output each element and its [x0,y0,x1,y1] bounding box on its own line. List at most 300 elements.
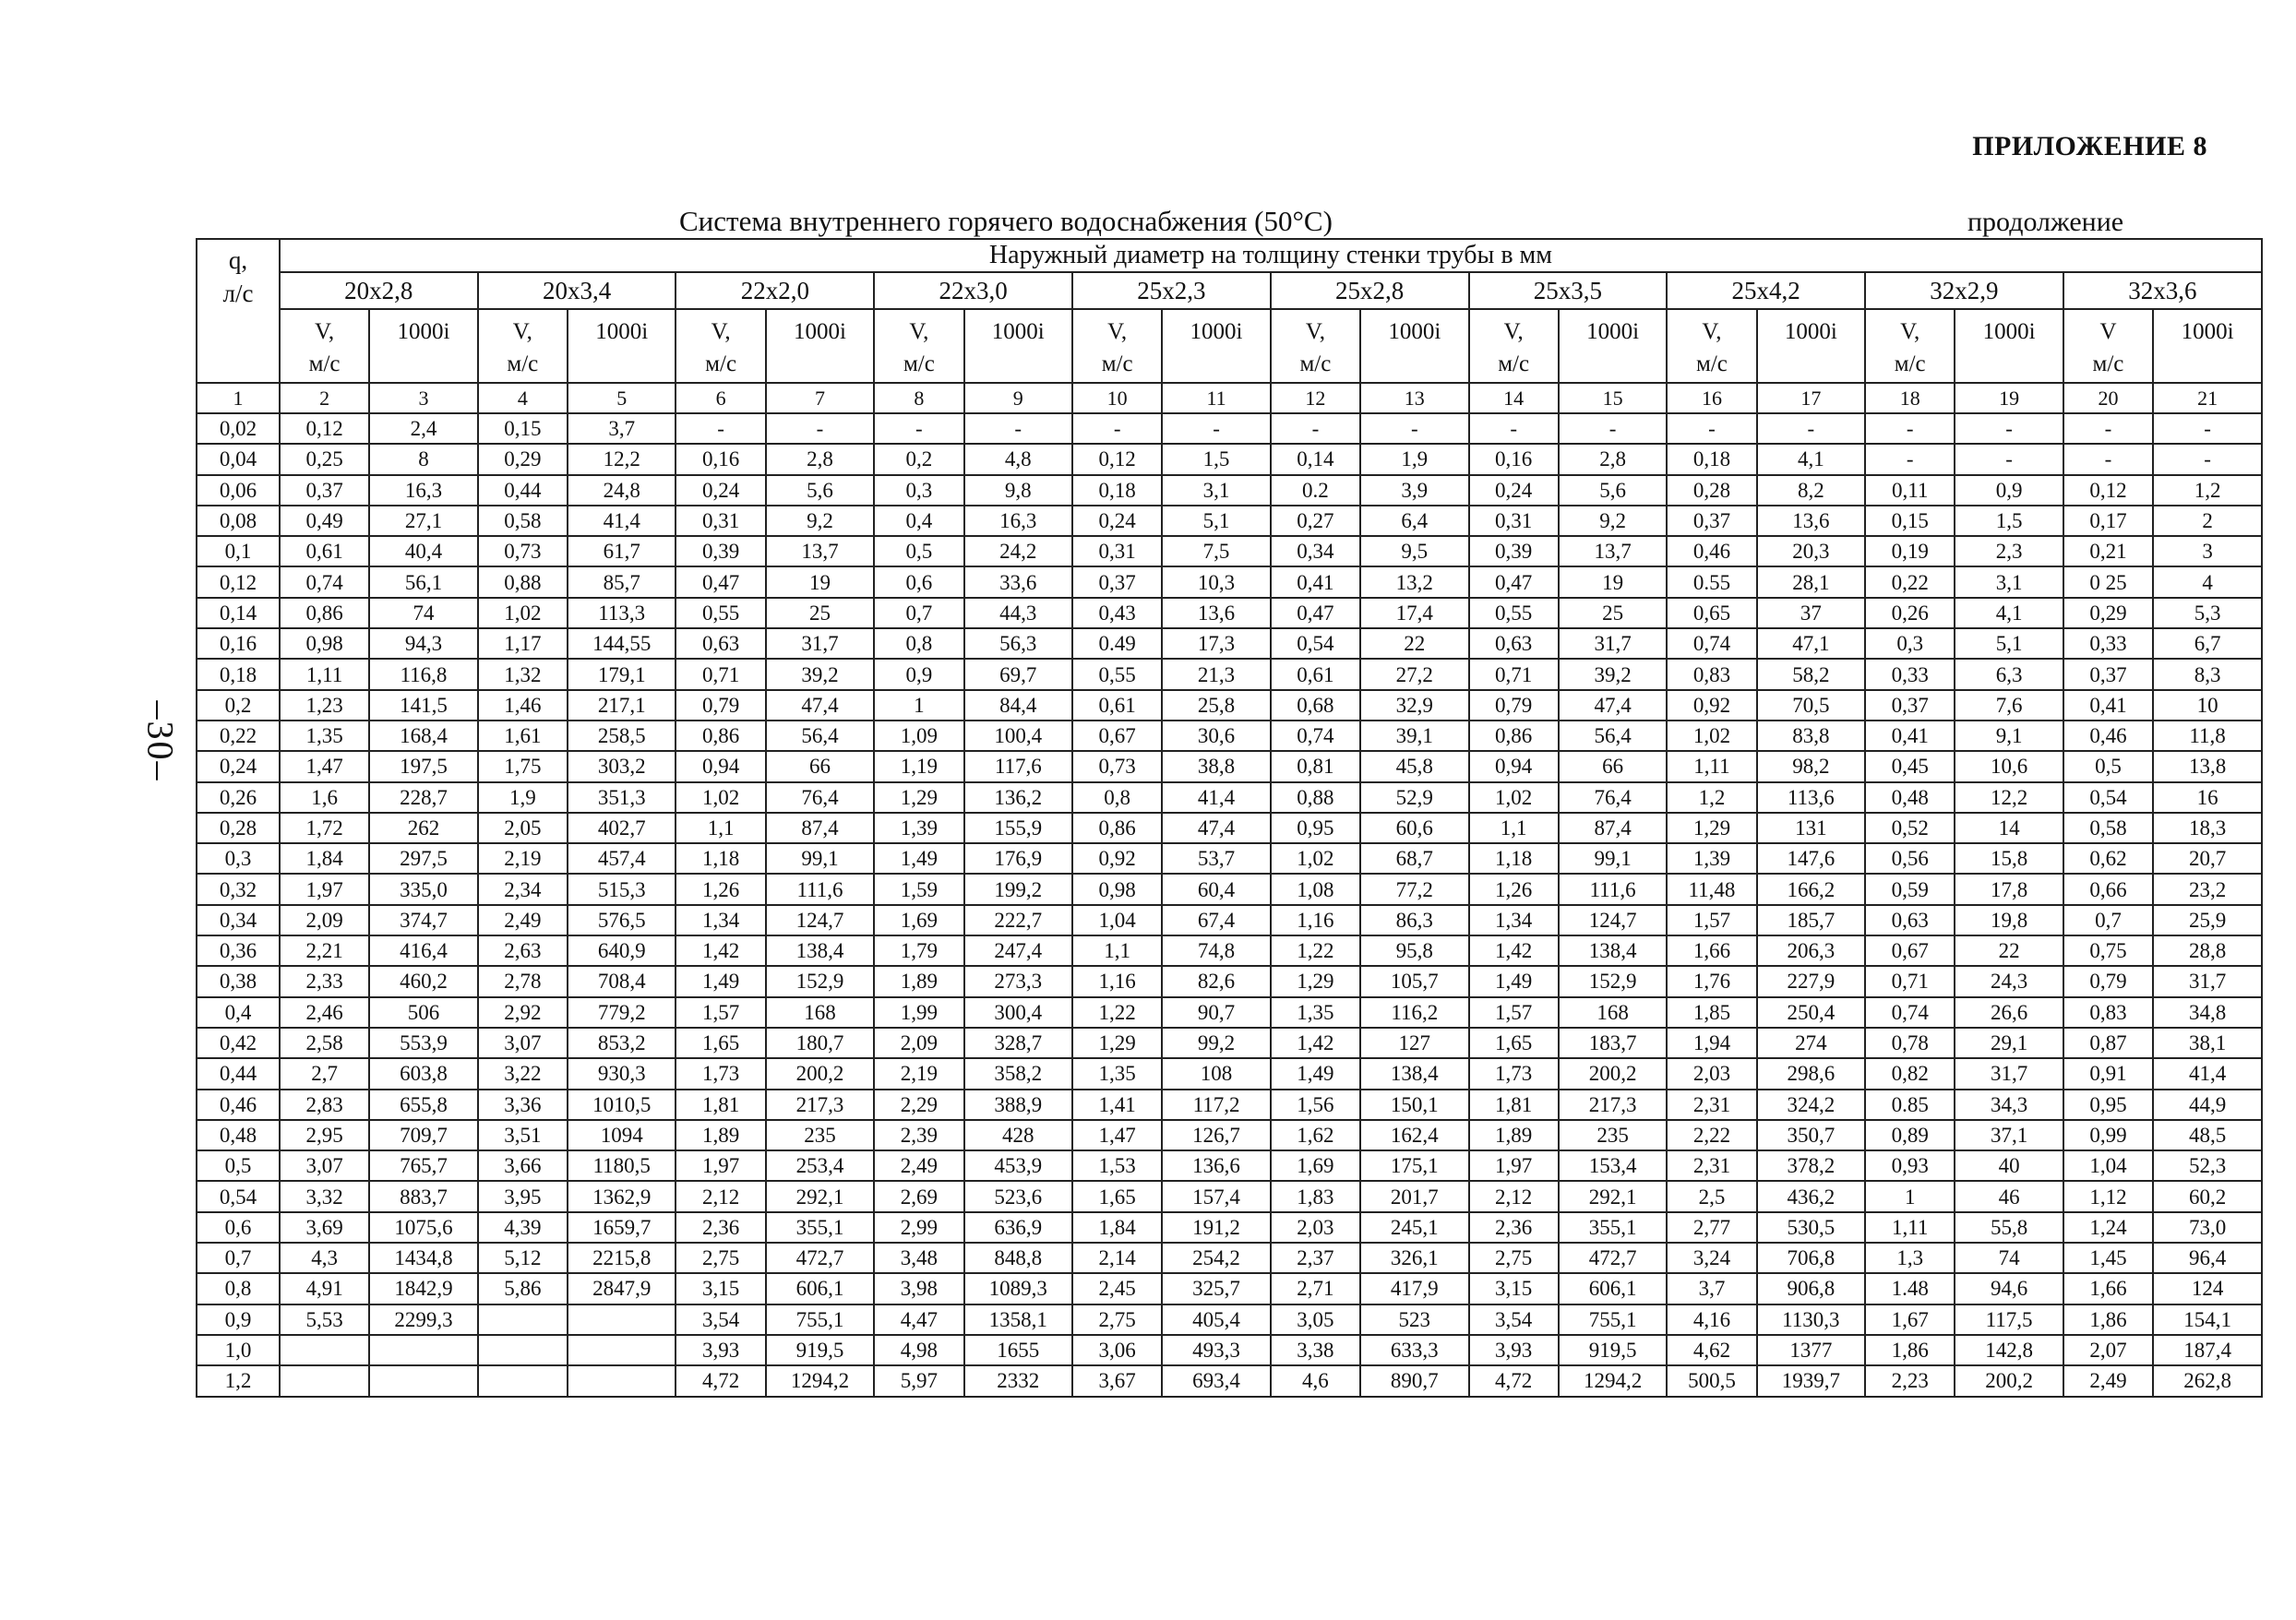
table-cell: 3,66 [478,1150,568,1181]
table-cell: 1,35 [1072,1058,1162,1089]
table-cell: - [2153,444,2262,474]
table-cell: 0,3 [874,475,963,506]
table-cell: 0,74 [280,566,369,597]
table-cell: 3,95 [478,1181,568,1211]
table-cell: 906,8 [1757,1273,1865,1304]
table-cell: 100,4 [964,721,1072,751]
table-row [197,751,2262,781]
table-cell: 919,5 [766,1335,874,1365]
table-cell: 19,8 [1955,905,2063,935]
table-cell: - [2153,413,2262,444]
table-cell: 3,05 [1271,1304,1360,1335]
table-cell: 2,03 [1271,1212,1360,1243]
table-cell: 176,9 [964,843,1072,874]
table-cell: - [1955,413,2063,444]
table-cell: 1180,5 [568,1150,676,1181]
main-header: Наружный диаметр на толщину стенки трубы в мм [280,239,2262,272]
table-cell: 2,75 [1072,1304,1162,1335]
diameter-header: 32х2,9 [1865,272,2063,309]
table-cell: 0,91 [2063,1058,2153,1089]
table-cell: 0,88 [478,566,568,597]
column-number: 1 [197,383,280,413]
table-cell: 3,06 [1072,1335,1162,1365]
table-cell: 30,6 [1162,721,1270,751]
table-cell: 117,2 [1162,1090,1270,1120]
table-cell: 0,7 [874,598,963,628]
table-cell: 1,94 [1667,1028,1756,1058]
table-cell: 2,69 [874,1181,963,1211]
table-cell: 127 [1360,1028,1468,1058]
table-cell: 95,8 [1360,935,1468,966]
table-cell: 10 [2153,690,2262,721]
table-cell: 0,95 [2063,1090,2153,1120]
flow-rate-cell: 0,14 [197,598,280,628]
table-cell: 0,67 [1865,935,1955,966]
table-cell [369,1365,477,1396]
table-cell: 0,73 [478,536,568,566]
table-cell: 4,8 [964,444,1072,474]
table-cell: 25,9 [2153,905,2262,935]
table-cell: 0,34 [1271,536,1360,566]
table-cell: 77,2 [1360,874,1468,904]
table-cell: 576,5 [568,905,676,935]
flow-rate-cell: 1,2 [197,1365,280,1396]
table-cell: 61,7 [568,536,676,566]
table-cell: 1294,2 [1559,1365,1667,1396]
table-cell: 4,1 [1757,444,1865,474]
table-cell: 15,8 [1955,843,2063,874]
table-cell: 1,18 [676,843,765,874]
table-cell: 0,94 [1469,751,1559,781]
flow-rate-cell: 0,12 [197,566,280,597]
table-cell: 3,38 [1271,1335,1360,1365]
table-cell: - [1271,413,1360,444]
table-cell: 523,6 [964,1181,1072,1211]
table-cell: 0,6 [874,566,963,597]
table-cell: 2,8 [766,444,874,474]
table-cell: 1,02 [478,598,568,628]
table-cell: 3,1 [1162,475,1270,506]
table-cell: 1,56 [1271,1090,1360,1120]
table-cell [568,1365,676,1396]
table-cell: 1,32 [478,659,568,689]
table-cell: 2,36 [1469,1212,1559,1243]
table-cell: 1,26 [1469,874,1559,904]
table-row [197,935,2262,966]
table-cell: 0,99 [2063,1120,2153,1150]
table-cell: 0,8 [1072,782,1162,813]
table-cell: 201,7 [1360,1181,1468,1211]
diameter-header: 25х3,5 [1469,272,1668,309]
table-cell: 87,4 [1559,813,1667,843]
table-cell: 150,1 [1360,1090,1468,1120]
table-cell: 217,3 [766,1090,874,1120]
table-title: Система внутреннего горячего водоснабжения (50°С) [679,205,1333,237]
table-cell: 0,79 [2063,966,2153,996]
head-loss-header: 1000i [1162,309,1270,383]
table-cell: 515,3 [568,874,676,904]
table-row [197,690,2262,721]
table-cell: 919,5 [1559,1335,1667,1365]
table-row [197,843,2262,874]
table-cell: 4,1 [1955,598,2063,628]
flow-rate-cell: 0,32 [197,874,280,904]
table-cell: 0,46 [2063,721,2153,751]
column-number: 21 [2153,383,2262,413]
table-cell: 0,59 [1865,874,1955,904]
table-cell: 1,11 [1667,751,1756,781]
table-row [197,782,2262,813]
column-number: 18 [1865,383,1955,413]
table-cell: 1,35 [1271,997,1360,1028]
hydraulic-table [196,238,2263,1398]
table-cell: 0,86 [1072,813,1162,843]
flow-rate-cell: 0,26 [197,782,280,813]
table-cell: 0,2 [874,444,963,474]
table-cell: 2,7 [280,1058,369,1089]
table-cell: 2,34 [478,874,568,904]
table-cell: 10,3 [1162,566,1270,597]
table-cell: 152,9 [766,966,874,996]
table-cell: 45,8 [1360,751,1468,781]
table-cell: 9,8 [964,475,1072,506]
table-cell: 3,22 [478,1058,568,1089]
table-cell: 1,34 [676,905,765,935]
table-cell: 2,12 [1469,1181,1559,1211]
table-cell: 74 [1955,1243,2063,1273]
table-cell: 38,8 [1162,751,1270,781]
table-cell: 0,21 [2063,536,2153,566]
table-cell: 5,6 [1559,475,1667,506]
table-cell: 5,53 [280,1304,369,1335]
table-cell: 22 [1955,935,2063,966]
table-cell: 56,1 [369,566,477,597]
table-cell: 19 [766,566,874,597]
table-cell: 2332 [964,1365,1072,1396]
table-cell: 3,15 [676,1273,765,1304]
table-cell: 0,43 [1072,598,1162,628]
table-cell: 1,18 [1469,843,1559,874]
table-cell: 0,54 [2063,782,2153,813]
table-cell: 136,2 [964,782,1072,813]
table-cell: 262 [369,813,477,843]
table-cell: 655,8 [369,1090,477,1120]
table-cell: 197,5 [369,751,477,781]
table-cell: 0,71 [1865,966,1955,996]
table-cell: 416,4 [369,935,477,966]
table-cell: 1,04 [2063,1150,2153,1181]
table-cell: 16,3 [369,475,477,506]
table-cell: 1655 [964,1335,1072,1365]
table-cell: 262,8 [2153,1365,2262,1396]
table-cell: 0,29 [478,444,568,474]
column-number: 12 [1271,383,1360,413]
table-cell: 273,3 [964,966,1072,996]
table-cell: 358,2 [964,1058,1072,1089]
table-cell: - [2063,444,2153,474]
table-cell: 0,17 [2063,506,2153,536]
table-cell: 2,14 [1072,1243,1162,1273]
table-cell: 2,37 [1271,1243,1360,1273]
table-cell: 228,7 [369,782,477,813]
table-cell: 472,7 [766,1243,874,1273]
table-cell: 175,1 [1360,1150,1468,1181]
table-cell: 180,7 [766,1028,874,1058]
table-cell: 33,6 [964,566,1072,597]
table-cell [478,1304,568,1335]
table-cell: 0,67 [1072,721,1162,751]
table-cell: 8 [369,444,477,474]
table-cell: 48,5 [2153,1120,2262,1150]
diameter-header: 32х3,6 [2063,272,2262,309]
table-cell: 13,2 [1360,566,1468,597]
table-cell: 0,88 [1271,782,1360,813]
table-cell: 2,4 [369,413,477,444]
table-cell: 0,39 [676,536,765,566]
table-cell: 1010,5 [568,1090,676,1120]
table-cell: 1,9 [478,782,568,813]
table-cell: 131 [1757,813,1865,843]
table-cell: 2847,9 [568,1273,676,1304]
head-loss-header: 1000i [369,309,477,383]
table-cell: 4 [2153,566,2262,597]
table-cell: 1,16 [1072,966,1162,996]
table-row [197,1304,2262,1335]
table-row [197,598,2262,628]
table-cell: 355,1 [1559,1212,1667,1243]
table-cell: 1,86 [2063,1304,2153,1335]
table-cell: - [1469,413,1559,444]
flow-rate-cell: 0,42 [197,1028,280,1058]
table-cell: 94,3 [369,628,477,659]
table-cell: 350,7 [1757,1120,1865,1150]
table-cell [369,1335,477,1365]
table-cell: 1,2 [2153,475,2262,506]
table-cell: 2,09 [280,905,369,935]
table-cell: 0,39 [1469,536,1559,566]
table-cell: 90,7 [1162,997,1270,1028]
column-number: 17 [1757,383,1865,413]
table-cell: 1,5 [1162,444,1270,474]
table-cell: 0,47 [1469,566,1559,597]
table-cell: 1,66 [2063,1273,2153,1304]
table-cell: 24,8 [568,475,676,506]
column-number: 13 [1360,383,1468,413]
table-cell: 326,1 [1360,1243,1468,1273]
flow-rate-cell: 1,0 [197,1335,280,1365]
table-cell: 1,81 [1469,1090,1559,1120]
table-cell: 60,2 [2153,1181,2262,1211]
table-cell: 39,1 [1360,721,1468,751]
flow-rate-cell: 0,18 [197,659,280,689]
table-cell: 0,98 [1072,874,1162,904]
table-cell: 3,32 [280,1181,369,1211]
column-number: 11 [1162,383,1270,413]
table-cell: 2,83 [280,1090,369,1120]
flow-rate-cell: 0,44 [197,1058,280,1089]
table-row [197,506,2262,536]
table-cell: 0,58 [478,506,568,536]
table-cell: 0,9 [874,659,963,689]
table-cell: 0,19 [1865,536,1955,566]
table-cell: 1,97 [1469,1150,1559,1181]
table-cell: 47,4 [1162,813,1270,843]
table-cell: 1294,2 [766,1365,874,1396]
table-cell: 3,93 [676,1335,765,1365]
table-cell: 124,7 [766,905,874,935]
table-cell: 0,61 [1271,659,1360,689]
table-cell: 2,71 [1271,1273,1360,1304]
table-cell: 31,7 [766,628,874,659]
table-cell: 74,8 [1162,935,1270,966]
table-cell: 0,71 [1469,659,1559,689]
table-cell: 18,3 [2153,813,2262,843]
table-cell: 11,48 [1667,874,1756,904]
table-cell: 1434,8 [369,1243,477,1273]
table-cell: 3,67 [1072,1365,1162,1396]
column-number: 10 [1072,383,1162,413]
table-cell: 2299,3 [369,1304,477,1335]
table-cell: 47,1 [1757,628,1865,659]
table-row [197,813,2262,843]
table-cell: 2 [2153,506,2262,536]
table-cell: 227,9 [1757,966,1865,996]
table-cell: 706,8 [1757,1243,1865,1273]
table-cell: 222,7 [964,905,1072,935]
table-cell: 1,29 [874,782,963,813]
table-cell: 66 [766,751,874,781]
table-cell: 0,44 [478,475,568,506]
table-cell: 1,24 [2063,1212,2153,1243]
table-cell: 4,6 [1271,1365,1360,1396]
table-cell: 0,74 [1271,721,1360,751]
flow-rate-cell: 0,28 [197,813,280,843]
table-cell: 191,2 [1162,1212,1270,1243]
table-cell: 1,72 [280,813,369,843]
diameter-header: 22х2,0 [676,272,874,309]
table-row [197,444,2262,474]
table-cell: 1,49 [874,843,963,874]
table-cell: 0,63 [1865,905,1955,935]
table-cell: 2,22 [1667,1120,1756,1150]
table-cell: 0,15 [478,413,568,444]
table-cell: 3,7 [1667,1273,1756,1304]
table-cell: 0,52 [1865,813,1955,843]
table-cell: 153,4 [1559,1150,1667,1181]
table-cell: 1,39 [874,813,963,843]
table-cell: 5,3 [2153,598,2262,628]
table-cell: 3,9 [1360,475,1468,506]
diameter-header: 20х3,4 [478,272,676,309]
table-cell: 0,41 [1865,721,1955,751]
table-cell: 2,8 [1559,444,1667,474]
head-loss-header: 1000i [2153,309,2262,383]
table-cell: 0,37 [1865,690,1955,721]
table-cell: 0,8 [874,628,963,659]
table-cell: 1,61 [478,721,568,751]
table-cell: 417,9 [1360,1273,1468,1304]
table-cell: 9,1 [1955,721,2063,751]
table-cell: 1362,9 [568,1181,676,1211]
column-number: 2 [280,383,369,413]
table-cell: 0,24 [1072,506,1162,536]
table-row [197,1212,2262,1243]
subheader-row [197,309,2262,383]
table-cell: 0,45 [1865,751,1955,781]
table-cell: 13,6 [1757,506,1865,536]
table-cell: 245,1 [1360,1212,1468,1243]
table-cell: 83,8 [1757,721,1865,751]
table-cell: 3,07 [280,1150,369,1181]
table-cell: 1,42 [1271,1028,1360,1058]
table-cell: 0,24 [676,475,765,506]
table-cell: 0,12 [1072,444,1162,474]
table-cell: 99,1 [1559,843,1667,874]
table-cell: 185,7 [1757,905,1865,935]
table-cell: 3,69 [280,1212,369,1243]
table-cell: 0,86 [280,598,369,628]
table-cell: 1,89 [1469,1120,1559,1150]
velocity-header: V, м/с [1469,309,1559,383]
table-cell: 1842,9 [369,1273,477,1304]
table-cell: 2,78 [478,966,568,996]
table-cell: 60,4 [1162,874,1270,904]
table-cell: 3,51 [478,1120,568,1150]
table-cell: 162,4 [1360,1120,1468,1150]
table-cell: 2,5 [1667,1181,1756,1211]
table-cell: 0,74 [1865,997,1955,1028]
table-cell: 1,73 [676,1058,765,1089]
table-cell: 0,4 [874,506,963,536]
table-cell: 606,1 [1559,1273,1667,1304]
table-cell: 111,6 [1559,874,1667,904]
table-cell: 633,3 [1360,1335,1468,1365]
table-cell: 0,87 [2063,1028,2153,1058]
table-cell: 4,72 [676,1365,765,1396]
table-cell: 1,84 [280,843,369,874]
table-cell: 1,69 [874,905,963,935]
table-cell: - [874,413,963,444]
velocity-header: V, м/с [1865,309,1955,383]
table-cell: 2,29 [874,1090,963,1120]
table-cell: 20,7 [2153,843,2262,874]
table-row [197,628,2262,659]
table-cell: - [1757,413,1865,444]
table-cell: 0,68 [1271,690,1360,721]
table-cell: 709,7 [369,1120,477,1150]
column-number: 7 [766,383,874,413]
table-cell: 53,7 [1162,843,1270,874]
table-cell: 325,7 [1162,1273,1270,1304]
table-cell: 1,22 [1072,997,1162,1028]
table-cell: 355,1 [766,1212,874,1243]
flow-rate-cell: 0,48 [197,1120,280,1150]
table-cell: 40 [1955,1150,2063,1181]
table-cell: 0,5 [874,536,963,566]
table-row [197,1365,2262,1396]
diameter-header: 20х2,8 [280,272,478,309]
flow-rate-cell: 0,9 [197,1304,280,1335]
flow-rate-cell: 0,04 [197,444,280,474]
table-cell: 5,12 [478,1243,568,1273]
table-cell: 5,6 [766,475,874,506]
table-cell: 44,9 [2153,1090,2262,1120]
table-cell: 0,74 [1667,628,1756,659]
velocity-header: V, м/с [1271,309,1360,383]
table-cell: 117,6 [964,751,1072,781]
table-cell: 138,4 [1360,1058,1468,1089]
table-cell: - [2063,413,2153,444]
